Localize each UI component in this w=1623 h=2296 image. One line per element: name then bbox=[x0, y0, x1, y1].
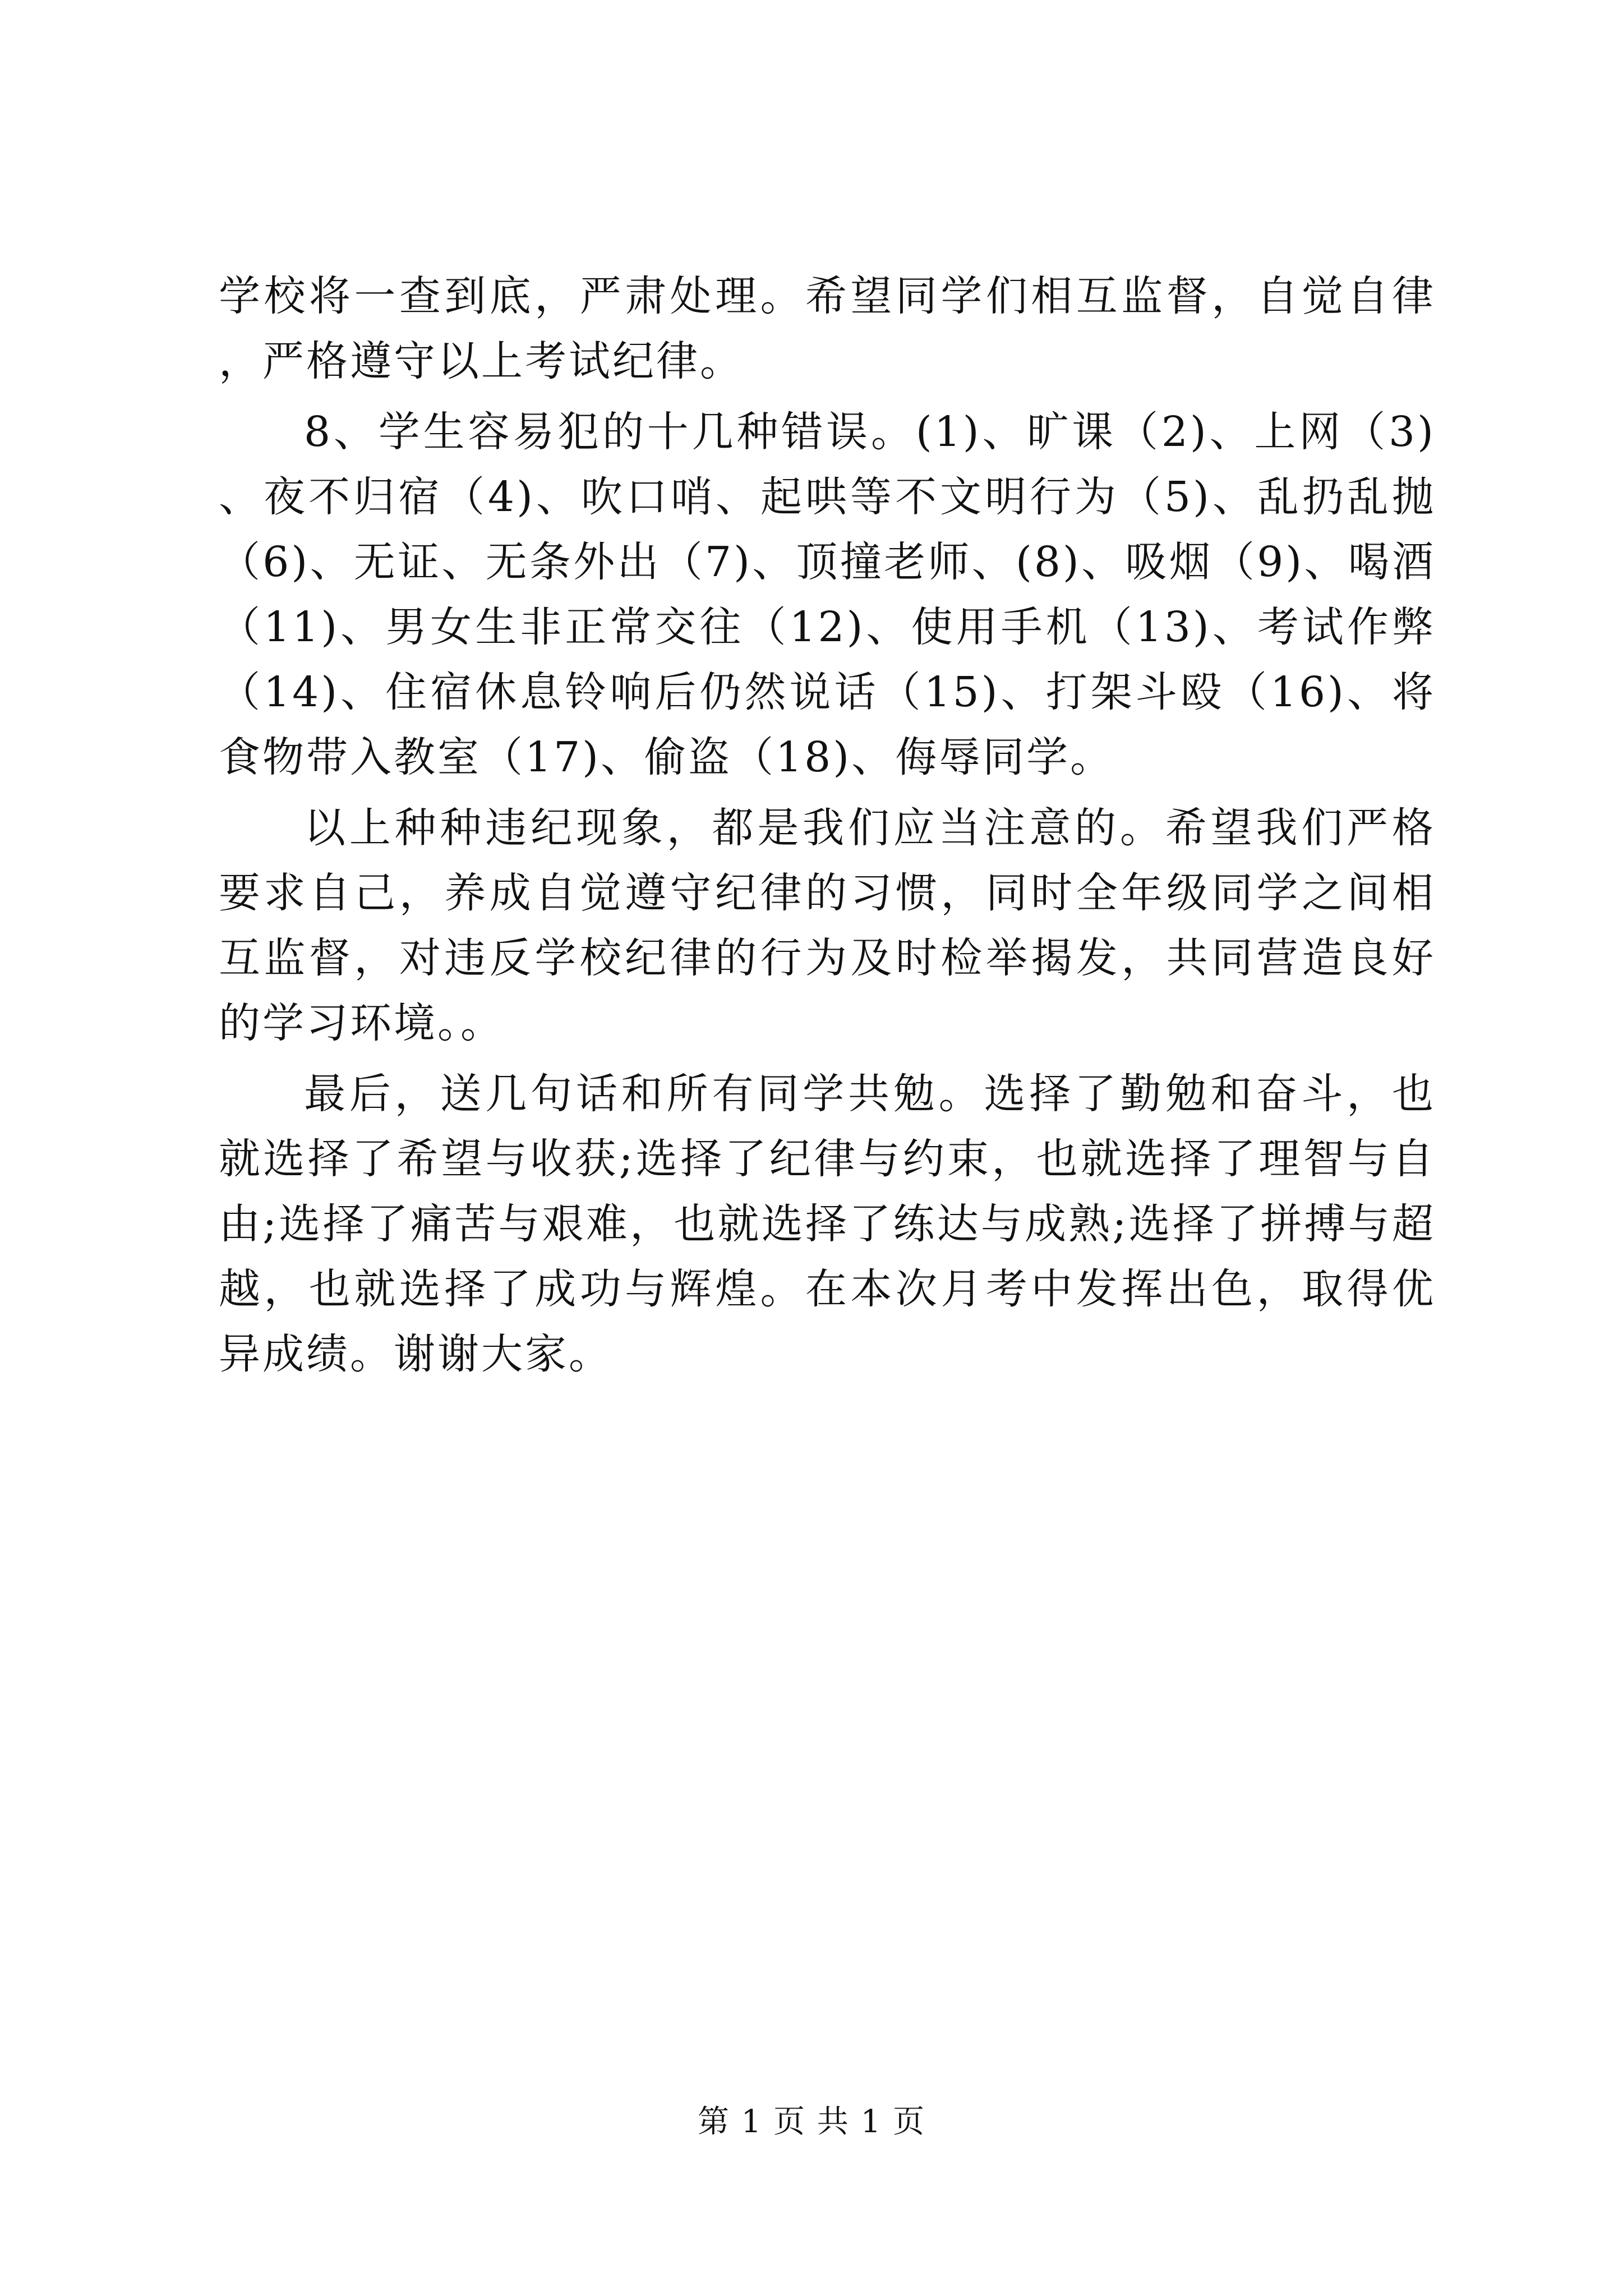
paragraph-exam-discipline-ending: 学校将一查到底，严肃处理。希望同学们相互监督，自觉自律，严格遵守以上考试纪律。 bbox=[219, 272, 1436, 385]
page-number-footer: 第 1 页 共 1 页 bbox=[697, 2104, 926, 2140]
paragraph-closing-words: 最后，送几句话和所有同学共勉。选择了勤勉和奋斗，也就选择了希望与收获;选择了纪律与约束，也就选择了理智与自由;选择了痛苦与艰难，也就选择了练达与成熟;选择了拼搏与超越，也就选择了成功与辉煌。在本次月考中发挥出色，取得优异成绩。谢谢大家。 bbox=[219, 1070, 1436, 1378]
paragraph-discipline-summary: 以上种种违纪现象，都是我们应当注意的。希望我们严格要求自己，养成自觉遵守纪律的习惯，同时全年级同学之间相互监督，对违反学校纪律的行为及时检举揭发，共同营造良好的学习环境。。 bbox=[219, 804, 1436, 1047]
paragraph-common-mistakes: 8、学生容易犯的十几种错误。(1)、旷课（2)、上网（3)、夜不归宿（4)、吹口哨、起哄等不文明行为（5)、乱扔乱抛（6)、无证、无条外出（7)、顶撞老师、(8)、吸烟（9)、喝酒（11)、男女生非正常交往（12)、使用手机（13)、考试作弊（14)、住宿休息铃响后仍然说话（15)、打架斗殴（16)、将食物带入教室（17)、偷盗（18)、侮辱同学。 bbox=[219, 408, 1436, 781]
document-body bbox=[219, 264, 1436, 1387]
